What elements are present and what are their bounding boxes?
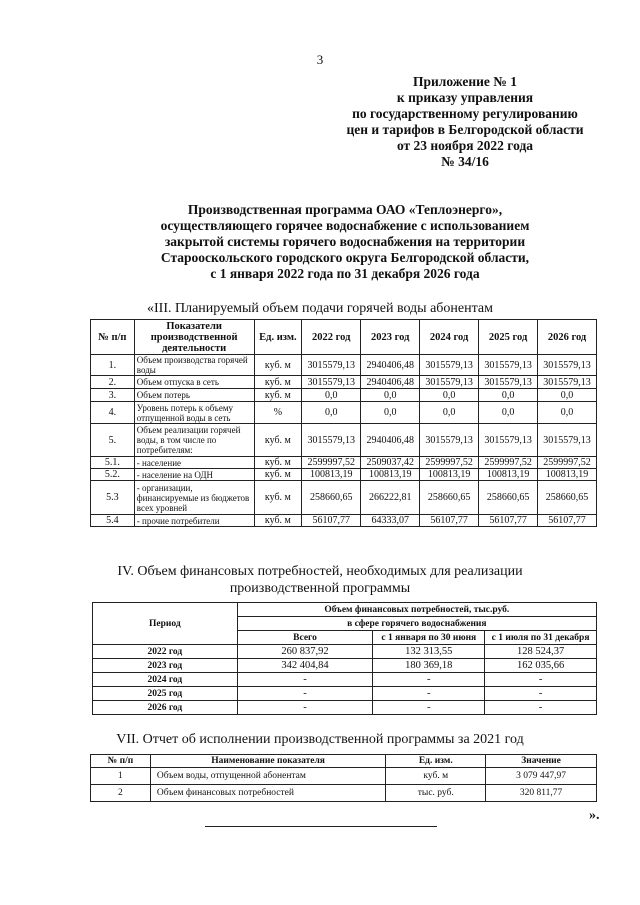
document-title — [120, 202, 570, 282]
indicator-name-cell: Уровень потерь к объему отпущенной воды в сеть — [134, 402, 254, 424]
header-total: Всего — [237, 631, 373, 645]
table-cell: 5.2. — [91, 469, 135, 481]
table-cell: 132 313,55 — [373, 645, 485, 659]
supply-volume-table — [90, 319, 597, 527]
table-cell: 3015579,13 — [420, 376, 479, 389]
indicator-name-cell: - население на ОДН — [134, 469, 254, 481]
appendix-line: по государственному регулированию — [352, 106, 578, 121]
table-cell: 3015579,13 — [479, 355, 538, 376]
table-cell: 3015579,13 — [538, 376, 597, 389]
section3-heading: «III. Планируемый объем подачи горячей воды абонентам — [147, 301, 493, 316]
table-cell: 258660,65 — [479, 481, 538, 515]
column-header: Наименование показателя — [150, 755, 386, 768]
column-header: 2024 год — [420, 320, 479, 355]
title-line: закрытой системы горячего водоснабжения на территории — [164, 234, 526, 249]
appendix-line: к приказу управления — [396, 90, 534, 105]
table-row — [93, 687, 597, 701]
column-header: № п/п — [91, 320, 135, 355]
table-cell: 5.1. — [91, 457, 135, 469]
table-header-row — [91, 320, 597, 355]
column-header: 2026 год — [538, 320, 597, 355]
table-cell: 100813,19 — [302, 469, 361, 481]
appendix-line: Приложение № 1 — [413, 74, 517, 89]
column-header: 2025 год — [479, 320, 538, 355]
table-row — [91, 515, 597, 527]
table-row — [91, 376, 597, 389]
table-cell: 162 035,66 — [485, 659, 597, 673]
table-row — [91, 402, 597, 424]
table-row — [91, 469, 597, 481]
table-cell: 100813,19 — [538, 469, 597, 481]
indicator-name-cell: Объем потерь — [134, 389, 254, 402]
table-cell: 0,0 — [302, 402, 361, 424]
indicator-name-cell: Объем финансовых потребностей — [150, 785, 386, 802]
table-cell: 258660,65 — [302, 481, 361, 515]
table-cell: 5.4 — [91, 515, 135, 527]
table-cell: - — [485, 701, 597, 715]
table-cell: 1. — [91, 355, 135, 376]
column-header: № п/п — [91, 755, 151, 768]
table-cell: - — [237, 673, 373, 687]
financial-needs-table — [92, 602, 597, 715]
table-cell: куб. м — [254, 481, 302, 515]
indicator-name-cell: Объем отпуска в сеть — [134, 376, 254, 389]
header-sphere: в сфере горячего водоснабжения — [237, 617, 596, 631]
indicator-name-cell: Объем производства горячей воды — [134, 355, 254, 376]
table-row — [91, 424, 597, 457]
section7-heading: VII. Отчет об исполнении производственной программы за 2021 год — [116, 732, 524, 747]
table-cell: - — [373, 701, 485, 715]
column-header: Ед. изм. — [254, 320, 302, 355]
table-cell: 0,0 — [420, 389, 479, 402]
table-cell: 0,0 — [538, 402, 597, 424]
table-cell: 2940406,48 — [361, 355, 420, 376]
table-row — [91, 389, 597, 402]
indicator-name-cell: Объем реализации горячей воды, в том числе по потребителям: — [134, 424, 254, 457]
table-cell: 56107,77 — [420, 515, 479, 527]
period-cell: 2026 год — [93, 701, 238, 715]
section4-heading-line: IV. Объем финансовых потребностей, необходимых для реализации — [117, 564, 523, 579]
table-cell: куб. м — [254, 376, 302, 389]
table-cell: 4. — [91, 402, 135, 424]
table-cell: 342 404,84 — [237, 659, 373, 673]
table-cell: 0,0 — [479, 402, 538, 424]
table-cell: 56107,77 — [302, 515, 361, 527]
table-cell: 180 369,18 — [373, 659, 485, 673]
table-cell: 0,0 — [538, 389, 597, 402]
table-cell: 0,0 — [479, 389, 538, 402]
table-cell: 266222,81 — [361, 481, 420, 515]
table-cell: - — [373, 673, 485, 687]
table-cell: 3. — [91, 389, 135, 402]
table-cell: 56107,77 — [479, 515, 538, 527]
table-cell: 2599997,52 — [538, 457, 597, 469]
appendix-line: № 34/16 — [441, 154, 489, 169]
table-cell: 0,0 — [361, 402, 420, 424]
table-cell: % — [254, 402, 302, 424]
table-cell: 5. — [91, 424, 135, 457]
table-cell: 0,0 — [420, 402, 479, 424]
table-row — [93, 673, 597, 687]
table-cell: 2509037,42 — [361, 457, 420, 469]
title-line: осуществляющего горячее водоснабжение с использованием — [160, 218, 530, 233]
table-row — [93, 659, 597, 673]
indicator-name-cell: - население — [134, 457, 254, 469]
table-cell: 258660,65 — [538, 481, 597, 515]
table-cell: - — [485, 687, 597, 701]
separator-line — [205, 826, 437, 827]
table-cell: 128 524,37 — [485, 645, 597, 659]
table-row — [93, 645, 597, 659]
column-header: Ед. изм. — [386, 755, 486, 768]
table-cell: - — [237, 701, 373, 715]
table-cell: 3015579,13 — [479, 424, 538, 457]
table-cell: 3015579,13 — [302, 355, 361, 376]
table-cell: куб. м — [254, 424, 302, 457]
table-cell: куб. м — [386, 768, 486, 785]
period-cell: 2024 год — [93, 673, 238, 687]
title-line: с 1 января 2022 года по 31 декабря 2026 года — [210, 266, 480, 281]
table-cell: тыс. руб. — [386, 785, 486, 802]
period-cell: 2025 год — [93, 687, 238, 701]
table-cell: 64333,07 — [361, 515, 420, 527]
closing-quote-mark: ». — [589, 808, 600, 823]
header-second-half: с 1 июля по 31 декабря — [485, 631, 597, 645]
execution-report-table — [90, 754, 597, 802]
table-cell: 320 811,77 — [486, 785, 597, 802]
table-cell: 3015579,13 — [302, 376, 361, 389]
table-cell: 2599997,52 — [479, 457, 538, 469]
period-cell: 2023 год — [93, 659, 238, 673]
table-cell: 56107,77 — [538, 515, 597, 527]
table-cell: 3015579,13 — [538, 355, 597, 376]
table-cell: 2940406,48 — [361, 424, 420, 457]
table-row — [91, 768, 597, 785]
table-cell: - — [373, 687, 485, 701]
column-header: 2022 год — [302, 320, 361, 355]
column-header: 2023 год — [361, 320, 420, 355]
table-cell: куб. м — [254, 469, 302, 481]
table-cell: 3015579,13 — [538, 424, 597, 457]
table-cell: 2 — [91, 785, 151, 802]
table-cell: куб. м — [254, 457, 302, 469]
table-cell: 3015579,13 — [420, 355, 479, 376]
table-cell: 3015579,13 — [420, 424, 479, 457]
period-cell: 2022 год — [93, 645, 238, 659]
table-cell: 100813,19 — [479, 469, 538, 481]
table-row — [91, 785, 597, 802]
table-cell: 3015579,13 — [479, 376, 538, 389]
table-cell: 0,0 — [302, 389, 361, 402]
table-cell: куб. м — [254, 355, 302, 376]
table-row — [91, 457, 597, 469]
table-cell: - — [237, 687, 373, 701]
table-cell: 1 — [91, 768, 151, 785]
appendix-line: от 23 ноября 2022 года — [396, 138, 534, 153]
table-cell: 100813,19 — [420, 469, 479, 481]
table-cell: 2599997,52 — [302, 457, 361, 469]
page-number: 3 — [316, 52, 324, 67]
indicator-name-cell: - организации, финансируемые из бюджетов всех уровней — [134, 481, 254, 515]
table-cell: 0,0 — [361, 389, 420, 402]
table-header-row — [91, 755, 597, 768]
table-cell: 100813,19 — [361, 469, 420, 481]
table-row — [93, 701, 597, 715]
table-cell: 2599997,52 — [420, 457, 479, 469]
indicator-name-cell: - прочие потребители — [134, 515, 254, 527]
table-cell: 3 079 447,97 — [486, 768, 597, 785]
table-cell: 2. — [91, 376, 135, 389]
section4-heading — [0, 563, 640, 597]
table-row — [91, 355, 597, 376]
appendix-line: цен и тарифов в Белгородской области — [346, 122, 584, 137]
header-first-half: с 1 января по 30 июня — [373, 631, 485, 645]
header-volume: Объем финансовых потребностей, тыс.руб. — [237, 603, 596, 617]
title-line: Производственная программа ОАО «Теплоэнерго», — [187, 202, 503, 217]
table-cell: куб. м — [254, 515, 302, 527]
appendix-block — [320, 74, 610, 170]
table-cell: - — [485, 673, 597, 687]
column-header: Значение — [486, 755, 597, 768]
header-period: Период — [93, 603, 238, 645]
table-cell: куб. м — [254, 389, 302, 402]
table-cell: 5.3 — [91, 481, 135, 515]
table-cell: 258660,65 — [420, 481, 479, 515]
table-cell: 2940406,48 — [361, 376, 420, 389]
table-cell: 3015579,13 — [302, 424, 361, 457]
section4-heading-line: производственной программы — [229, 581, 411, 596]
column-header: Показатели производственной деятельности — [134, 320, 254, 355]
title-line: Старооскольского городского округа Белгородской области, — [160, 250, 530, 265]
table-row — [91, 481, 597, 515]
table-cell: 260 837,92 — [237, 645, 373, 659]
indicator-name-cell: Объем воды, отпущенной абонентам — [150, 768, 386, 785]
